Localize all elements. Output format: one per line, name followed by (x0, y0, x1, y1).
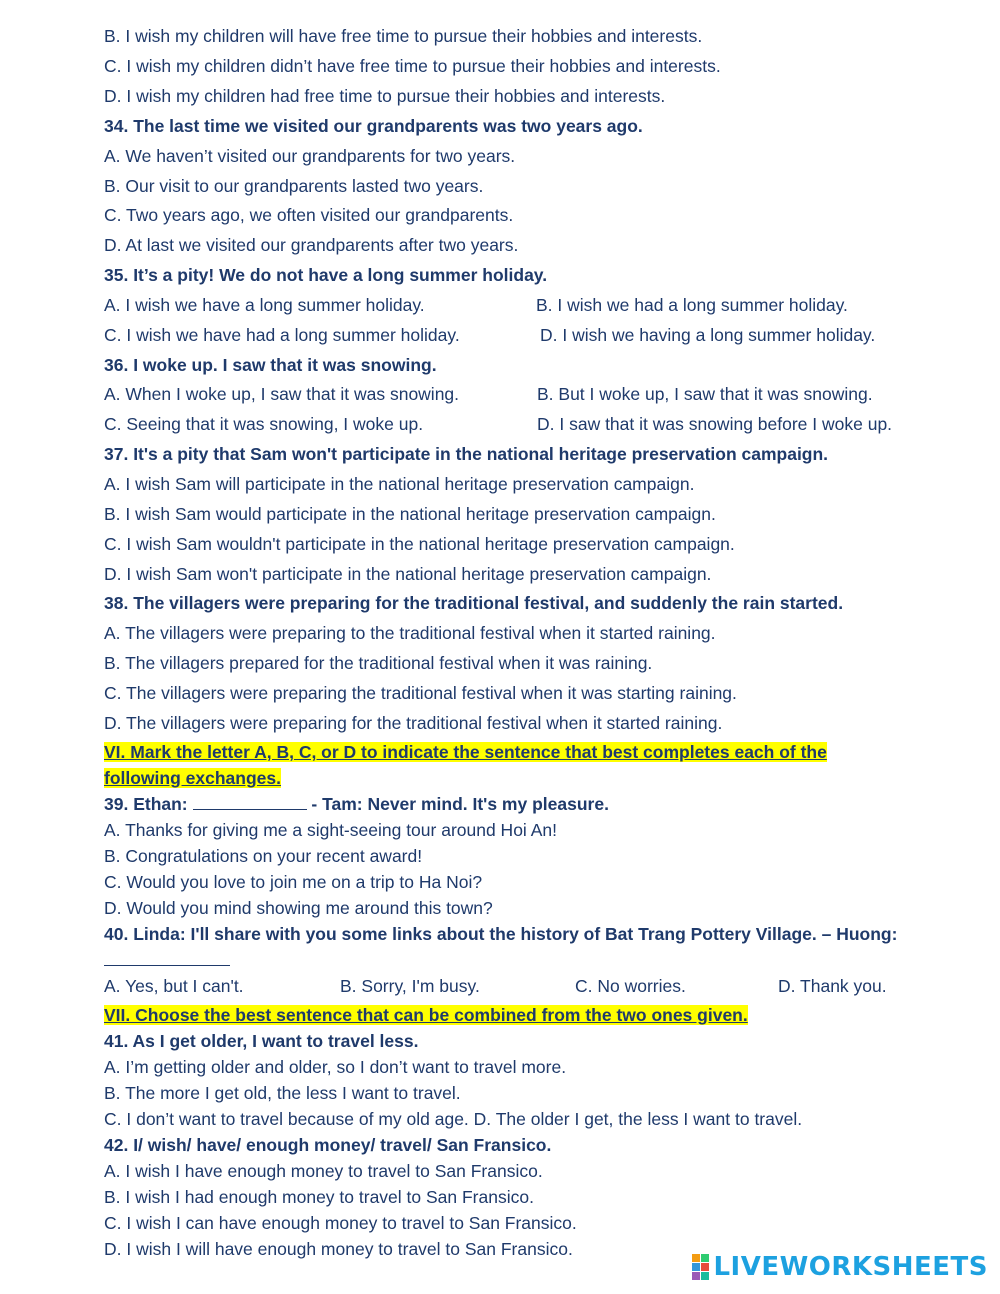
q34-option-a: A. We haven’t visited our grandparents for two years. (104, 146, 516, 166)
q39-prompt (104, 793, 609, 815)
q42-option-d: D. I wish I will have enough money to travel to San Fransico. (104, 1239, 573, 1259)
q35-option-c: C. I wish we have had a long summer holiday. (104, 325, 460, 345)
q35-option-b: B. I wish we had a long summer holiday. (536, 295, 848, 315)
q42-option-b: B. I wish I had enough money to travel to San Fransico. (104, 1187, 534, 1207)
q38-option-c: C. The villagers were preparing the traditional festival when it was starting raining. (104, 683, 737, 703)
q34-prompt: 34. The last time we visited our grandparents was two years ago. (104, 116, 643, 136)
q34-option-b: B. Our visit to our grandparents lasted two years. (104, 176, 484, 196)
q39-option-c: C. Would you love to join me on a trip to Ha Noi? (104, 872, 483, 892)
liveworksheets-wordmark: LIVEWORKSHEETS (713, 1252, 988, 1282)
q37-option-b: B. I wish Sam would participate in the national heritage preservation campaign. (104, 504, 716, 524)
q38-option-a: A. The villagers were preparing to the traditional festival when it started raining. (104, 623, 716, 643)
q33-option-b: B. I wish my children will have free time to pursue their hobbies and interests. (104, 26, 703, 46)
q35-prompt: 35. It’s a pity! We do not have a long summer holiday. (104, 265, 548, 285)
q39-option-b: B. Congratulations on your recent award! (104, 846, 423, 866)
q41-option-a: A. I’m getting older and older, so I don’t want to travel more. (104, 1057, 567, 1077)
q37-option-d: D. I wish Sam won't participate in the national heritage preservation campaign. (104, 564, 712, 584)
section-vii-heading (104, 1004, 748, 1026)
q41-prompt: 41. As I get older, I want to travel less. (104, 1031, 419, 1051)
q42-option-a: A. I wish I have enough money to travel to San Fransico. (104, 1161, 543, 1181)
q35-option-d: D. I wish we having a long summer holiday. (540, 325, 876, 345)
section-vi-heading-text1: VI. Mark the letter A, B, C, or D to indicate the sentence that best completes each of the (104, 742, 827, 762)
q39-option-d: D. Would you mind showing me around this town? (104, 898, 493, 918)
q42-prompt: 42. I/ wish/ have/ enough money/ travel/ San Fransico. (104, 1135, 552, 1155)
section-vi-heading-line1 (104, 741, 827, 763)
section-vi-heading-text2: following exchanges. (104, 768, 281, 788)
q37-prompt: 37. It's a pity that Sam won't participate in the national heritage preservation campaign. (104, 444, 829, 464)
q40-blank-line (104, 949, 230, 971)
q34-option-c: C. Two years ago, we often visited our grandparents. (104, 205, 514, 225)
q41-option-b: B. The more I get old, the less I want to travel. (104, 1083, 461, 1103)
q42-option-c: C. I wish I can have enough money to travel to San Fransico. (104, 1213, 577, 1233)
q36-option-a: A. When I woke up, I saw that it was snowing. (104, 384, 460, 404)
liveworksheets-brand (692, 1252, 988, 1282)
q33-option-c: C. I wish my children didn’t have free time to pursue their hobbies and interests. (104, 56, 721, 76)
section-vii-heading-text: VII. Choose the best sentence that can be combined from the two ones given. (104, 1005, 748, 1025)
q40-option-d: D. Thank you. (778, 976, 887, 996)
q41-options-c-d: C. I don’t want to travel because of my old age. D. The older I get, the less I want to travel. (104, 1109, 803, 1129)
q39-option-a: A. Thanks for giving me a sight-seeing tour around Hoi An! (104, 820, 557, 840)
q39-response: - Tam: Never mind. It's my pleasure. (311, 794, 609, 814)
q39-speaker: 39. Ethan: (104, 794, 188, 814)
q34-option-d: D. At last we visited our grandparents after two years. (104, 235, 519, 255)
q38-option-b: B. The villagers prepared for the traditional festival when it was raining. (104, 653, 653, 673)
q36-option-c: C. Seeing that it was snowing, I woke up. (104, 414, 424, 434)
q39-blank[interactable] (193, 793, 307, 810)
q40-blank[interactable] (104, 949, 230, 966)
q33-option-d: D. I wish my children had free time to pursue their hobbies and interests. (104, 86, 666, 106)
q40-option-b: B. Sorry, I'm busy. (340, 976, 480, 996)
q36-option-d: D. I saw that it was snowing before I woke up. (537, 414, 893, 434)
q36-option-b: B. But I woke up, I saw that it was snowing. (537, 384, 873, 404)
q37-option-a: A. I wish Sam will participate in the national heritage preservation campaign. (104, 474, 695, 494)
q36-prompt: 36. I woke up. I saw that it was snowing. (104, 355, 437, 375)
q37-option-c: C. I wish Sam wouldn't participate in the national heritage preservation campaign. (104, 534, 735, 554)
liveworksheets-logo-icon (692, 1254, 710, 1280)
q40-prompt: 40. Linda: I'll share with you some links about the history of Bat Trang Pottery Village. – Huong: (104, 924, 898, 944)
q35-option-a: A. I wish we have a long summer holiday. (104, 295, 425, 315)
section-vi-heading-line2 (104, 767, 281, 789)
q40-option-c: C. No worries. (575, 976, 686, 996)
q38-prompt: 38. The villagers were preparing for the traditional festival, and suddenly the rain started. (104, 593, 844, 613)
q38-option-d: D. The villagers were preparing for the traditional festival when it started raining. (104, 713, 723, 733)
q40-option-a: A. Yes, but I can't. (104, 976, 244, 996)
